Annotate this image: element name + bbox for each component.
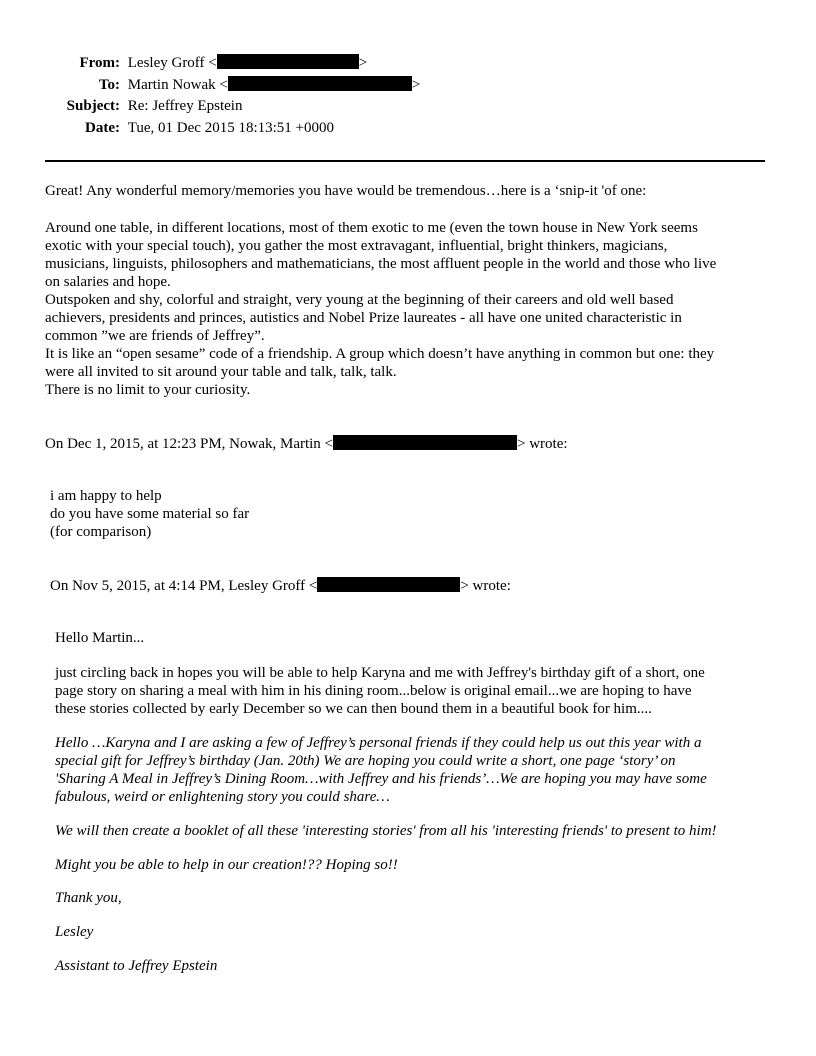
quote2-header: On Nov 5, 2015, at 4:14 PM, Lesley Groff < > wrote:: [50, 578, 511, 594]
italic-line: fabulous, weird or enlightening story you could share…: [55, 789, 390, 805]
snippet-line: achievers, presidents and princes, autistics and Nobel Prize laureates - all have one united characteristic in: [45, 310, 682, 326]
snippet-line: Outspoken and shy, colorful and straight, very young at the beginning of their careers and old well based: [45, 292, 674, 308]
subject-value: Re: Jeffrey Epstein: [127, 98, 243, 114]
date-row: [0, 120, 334, 137]
snippet-line: were all invited to sit around your table and talk, talk, talk.: [45, 364, 397, 380]
quote1-line: i am happy to help: [50, 488, 162, 504]
from-name: Lesley Groff <: [127, 55, 217, 71]
snippet-line: It is like an “open sesame” code of a friendship. A group which doesn’t have anything in common but one: they: [45, 346, 715, 362]
quote1-line: (for comparison): [50, 524, 152, 540]
redacted-email-quote1: [333, 435, 517, 450]
booklet-line: We will then create a booklet of all these 'interesting stories' from all his 'interesting friends' to present to him!: [55, 823, 717, 839]
quote2-line: page story on sharing a meal with him in his dining room...below is original email...we are hoping to have: [55, 683, 692, 699]
signature-title: Assistant to Jeffrey Epstein: [55, 958, 218, 974]
date-label: Date:: [85, 120, 120, 136]
to-name: Martin Nowak <: [127, 77, 228, 93]
italic-line: 'Sharing A Meal in Jeffrey’s Dining Room…with Jeffrey and his friends’…We are hoping you may have some: [55, 771, 707, 787]
quote1-line: do you have some material so far: [50, 506, 250, 522]
quote1-header: On Dec 1, 2015, at 12:23 PM, Nowak, Martin < > wrote:: [45, 436, 568, 452]
from-label: From:: [79, 55, 120, 71]
snippet-line: on salaries and hope.: [45, 274, 171, 290]
subject-row: [0, 98, 242, 115]
snippet-line: exotic with your special touch), you gather the most extravagant, influential, bright thinkers, magicians,: [45, 238, 668, 254]
quote2-line: just circling back in hopes you will be able to help Karyna and me with Jeffrey's birthday gift of a short, one: [55, 665, 705, 681]
snippet-line: Around one table, in different locations, most of them exotic to me (even the town house in New York seems: [45, 220, 698, 236]
snippet-line: common ”we are friends of Jeffrey”.: [45, 328, 265, 344]
greeting-line: Great! Any wonderful memory/memories you have would be tremendous…here is a ‘snip-it 'of one:: [45, 183, 647, 199]
help-line: Might you be able to help in our creation!?? Hoping so!!: [55, 857, 398, 873]
redacted-email-from: [217, 54, 359, 69]
quote2-hello: Hello Martin...: [55, 630, 145, 646]
from-row: From: Lesley Groff < >: [0, 54, 367, 72]
redacted-email-quote2: [317, 577, 460, 592]
signature-name: Lesley: [55, 924, 94, 940]
thanks-line: Thank you,: [55, 890, 122, 906]
snippet-line: There is no limit to your curiosity.: [45, 382, 251, 398]
subject-label: Subject:: [66, 98, 120, 114]
date-value: Tue, 01 Dec 2015 18:13:51 +0000: [127, 120, 334, 136]
italic-line: Hello …Karyna and I are asking a few of Jeffrey’s personal friends if they could help us out this year with a: [55, 735, 702, 751]
snippet-line: musicians, linguists, philosophers and mathematicians, the most affluent people in the world and those who live: [45, 256, 717, 272]
header-divider: [45, 160, 765, 162]
italic-line: special gift for Jeffrey’s birthday (Jan. 20th) We are hoping you could write a short, one page ‘story’ on: [55, 753, 676, 769]
redacted-email-to: [228, 76, 412, 91]
quote2-line: these stories collected by early December so we can then bound them in a beautiful book for him....: [55, 701, 652, 717]
to-row: To: Martin Nowak < >: [0, 76, 420, 94]
to-label: To:: [98, 77, 120, 93]
